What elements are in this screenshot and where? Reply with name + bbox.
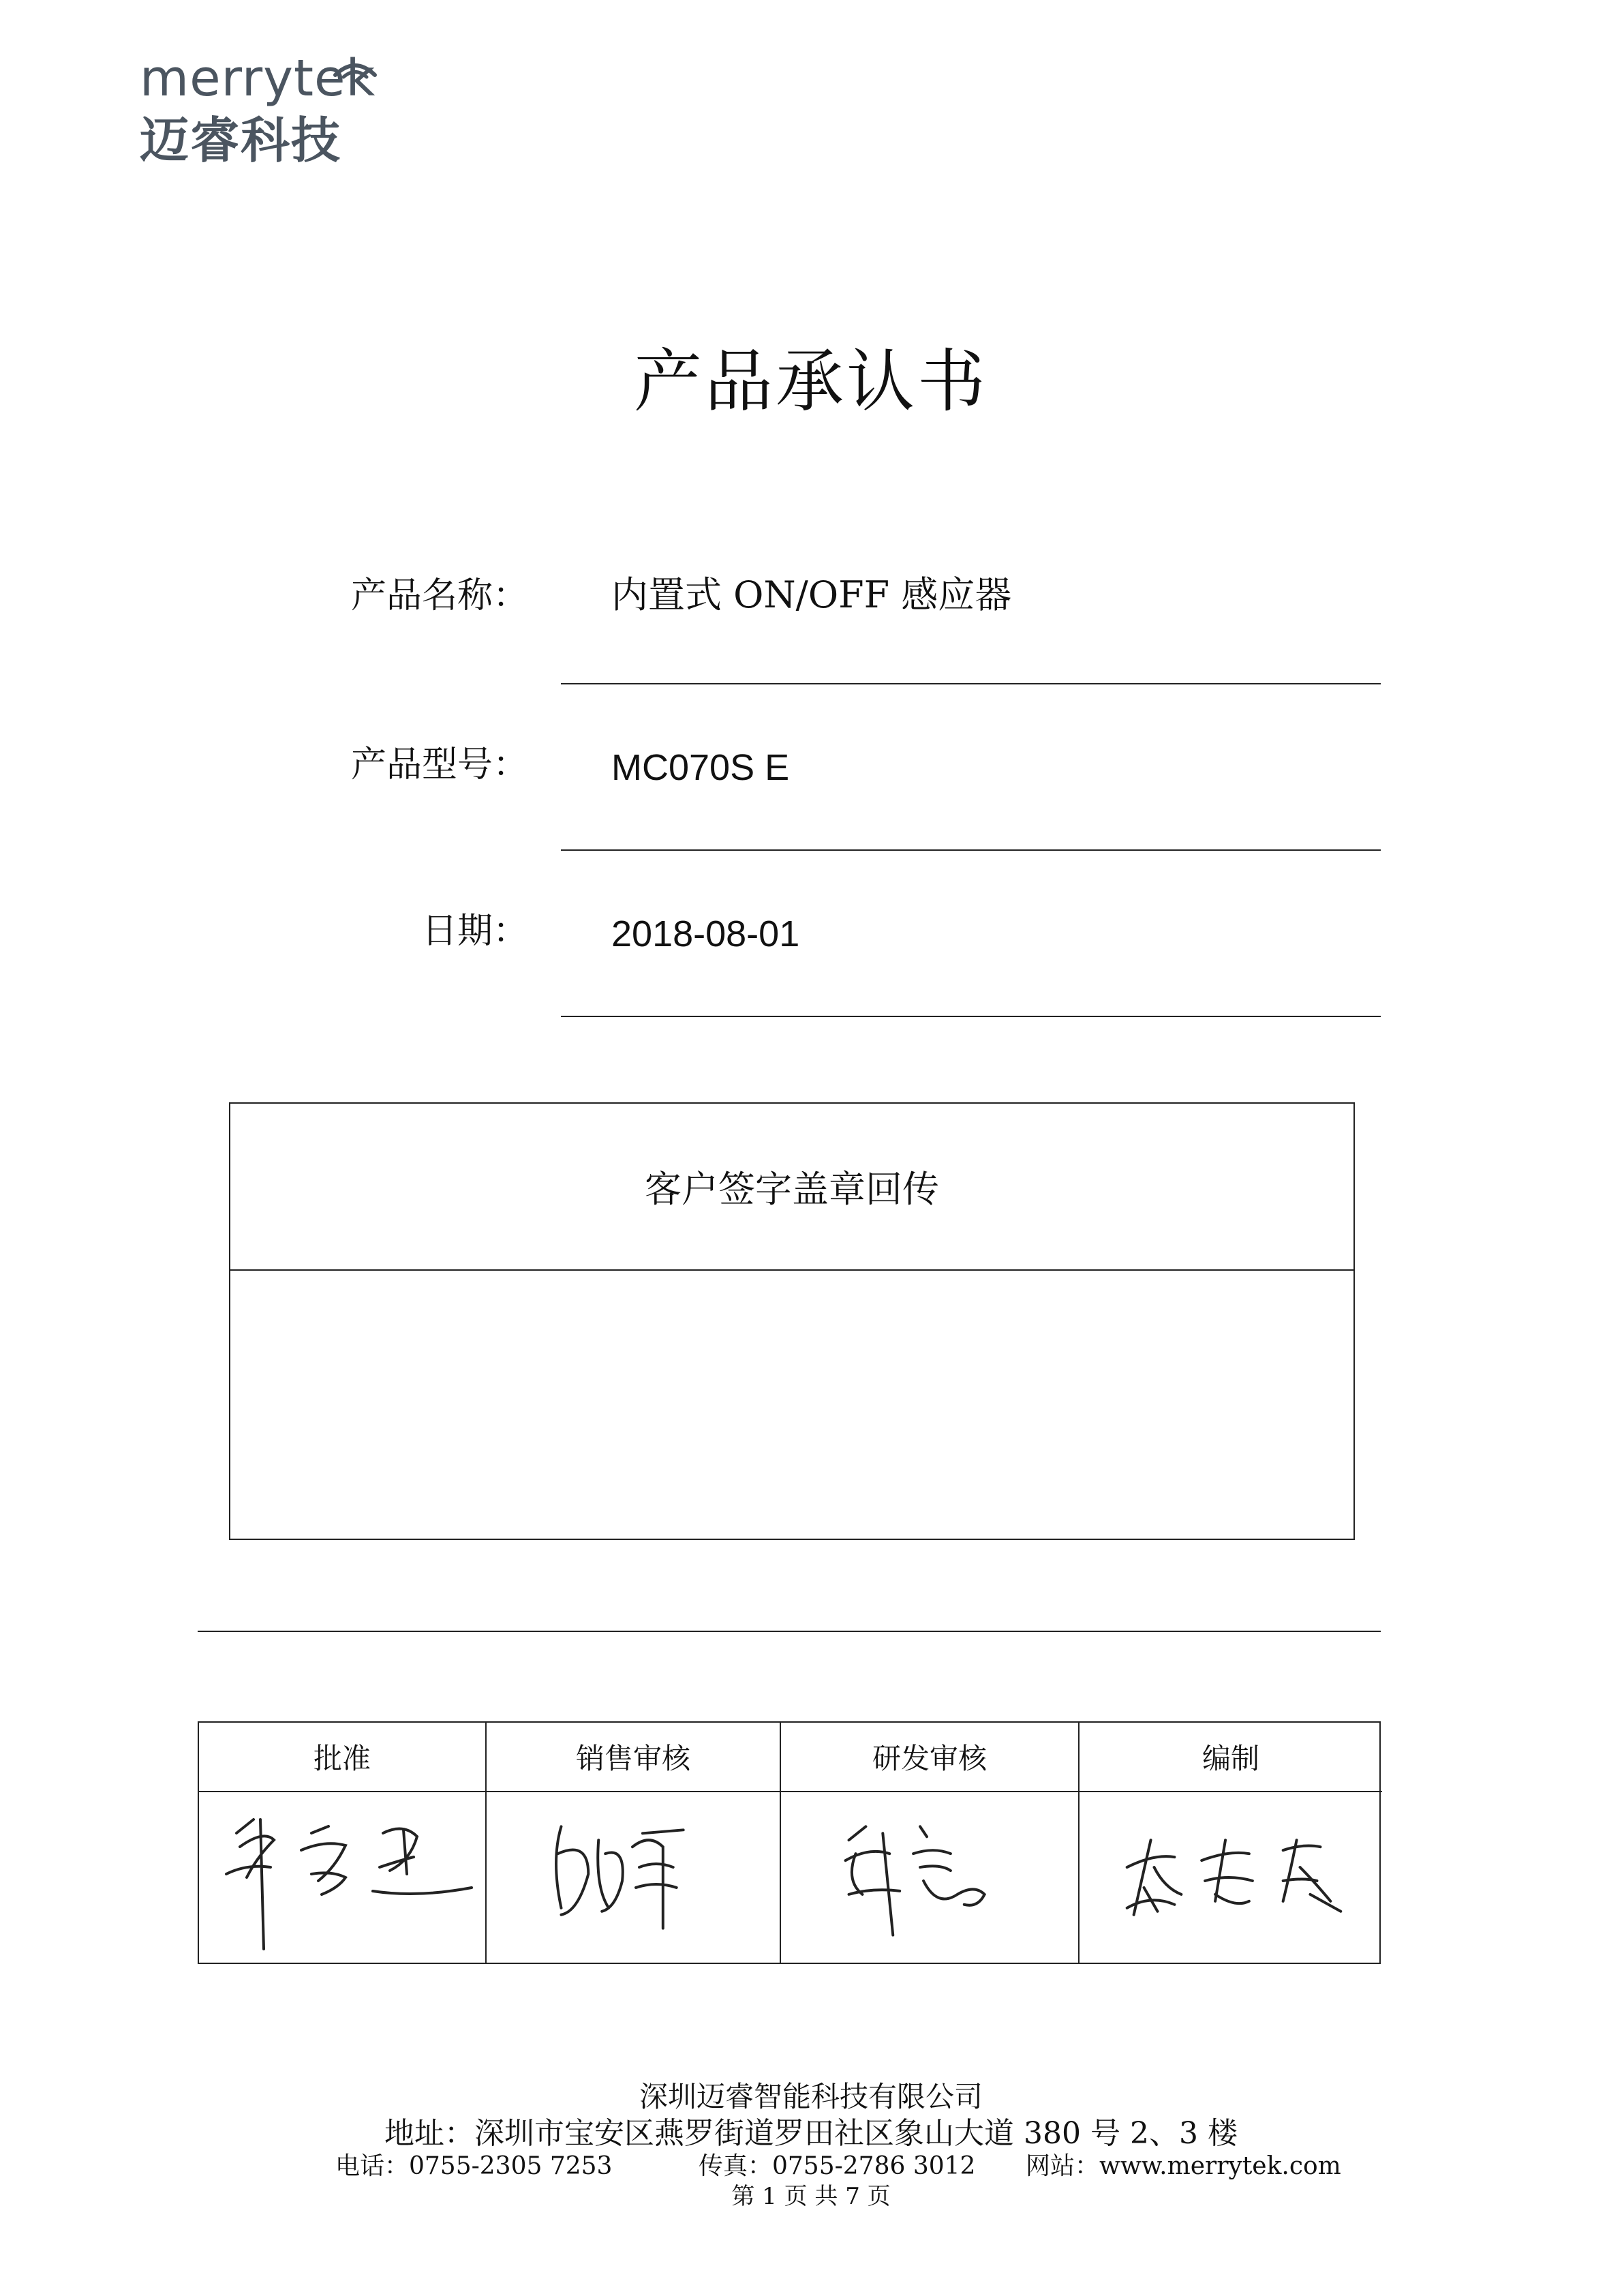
approve-signature bbox=[199, 1792, 485, 1963]
logo-brand-en: merrytek bbox=[140, 49, 376, 108]
section-divider bbox=[198, 1631, 1381, 1632]
product-model-value: MC070S E bbox=[611, 747, 790, 788]
approval-column-sales bbox=[485, 1723, 780, 1963]
prepared-signature bbox=[1080, 1792, 1382, 1963]
logo-brand-cn: 迈睿科技 bbox=[140, 112, 342, 169]
date-underline bbox=[561, 1016, 1381, 1017]
footer-address: 地址：深圳市宝安区燕罗街道罗田社区象山大道 380 号 2、3 楼 bbox=[384, 2116, 1238, 2151]
footer-phone: 电话：0755-2305 7253 bbox=[335, 2152, 613, 2180]
approve-signature-handwriting bbox=[199, 1792, 485, 1963]
sales-signature-handwriting bbox=[487, 1792, 780, 1963]
rnd-signature-handwriting bbox=[781, 1792, 1078, 1963]
footer-page-number: 第 1 页 共 7 页 bbox=[731, 2183, 891, 2210]
customer-signature-header: 客户签字盖章回传 bbox=[230, 1104, 1353, 1271]
product-model-underline bbox=[561, 849, 1381, 851]
approval-column-prepared bbox=[1078, 1723, 1382, 1963]
sales-signature bbox=[487, 1792, 780, 1963]
approval-header-sales: 销售审核 bbox=[487, 1723, 780, 1792]
logo-signal-arc-icon bbox=[326, 55, 384, 82]
approval-table bbox=[198, 1721, 1381, 1964]
date-value: 2018-08-01 bbox=[611, 913, 800, 954]
approval-header-rnd: 研发审核 bbox=[781, 1723, 1078, 1792]
product-name-label: 产品名称： bbox=[350, 575, 528, 616]
approval-header-approve: 批准 bbox=[199, 1723, 485, 1792]
company-logo bbox=[140, 49, 399, 176]
approval-header-prepared: 编制 bbox=[1080, 1723, 1382, 1792]
product-model-label: 产品型号： bbox=[350, 744, 528, 785]
document-title: 产品承认书 bbox=[634, 342, 988, 421]
footer-company-name: 深圳迈睿智能科技有限公司 bbox=[639, 2080, 983, 2113]
footer-fax: 传真：0755-2786 3012 bbox=[699, 2152, 976, 2180]
product-name-value: 内置式 ON/OFF 感应器 bbox=[611, 573, 1012, 616]
prepared-signature-handwriting bbox=[1080, 1792, 1382, 1963]
product-name-underline bbox=[561, 683, 1381, 684]
approval-column-rnd bbox=[780, 1723, 1078, 1963]
customer-signature-box bbox=[229, 1102, 1355, 1540]
footer-website: 网站：www.merrytek.com bbox=[1026, 2152, 1341, 2180]
approval-column-approve bbox=[199, 1723, 485, 1963]
rnd-signature bbox=[781, 1792, 1078, 1963]
date-label: 日期： bbox=[421, 911, 528, 952]
